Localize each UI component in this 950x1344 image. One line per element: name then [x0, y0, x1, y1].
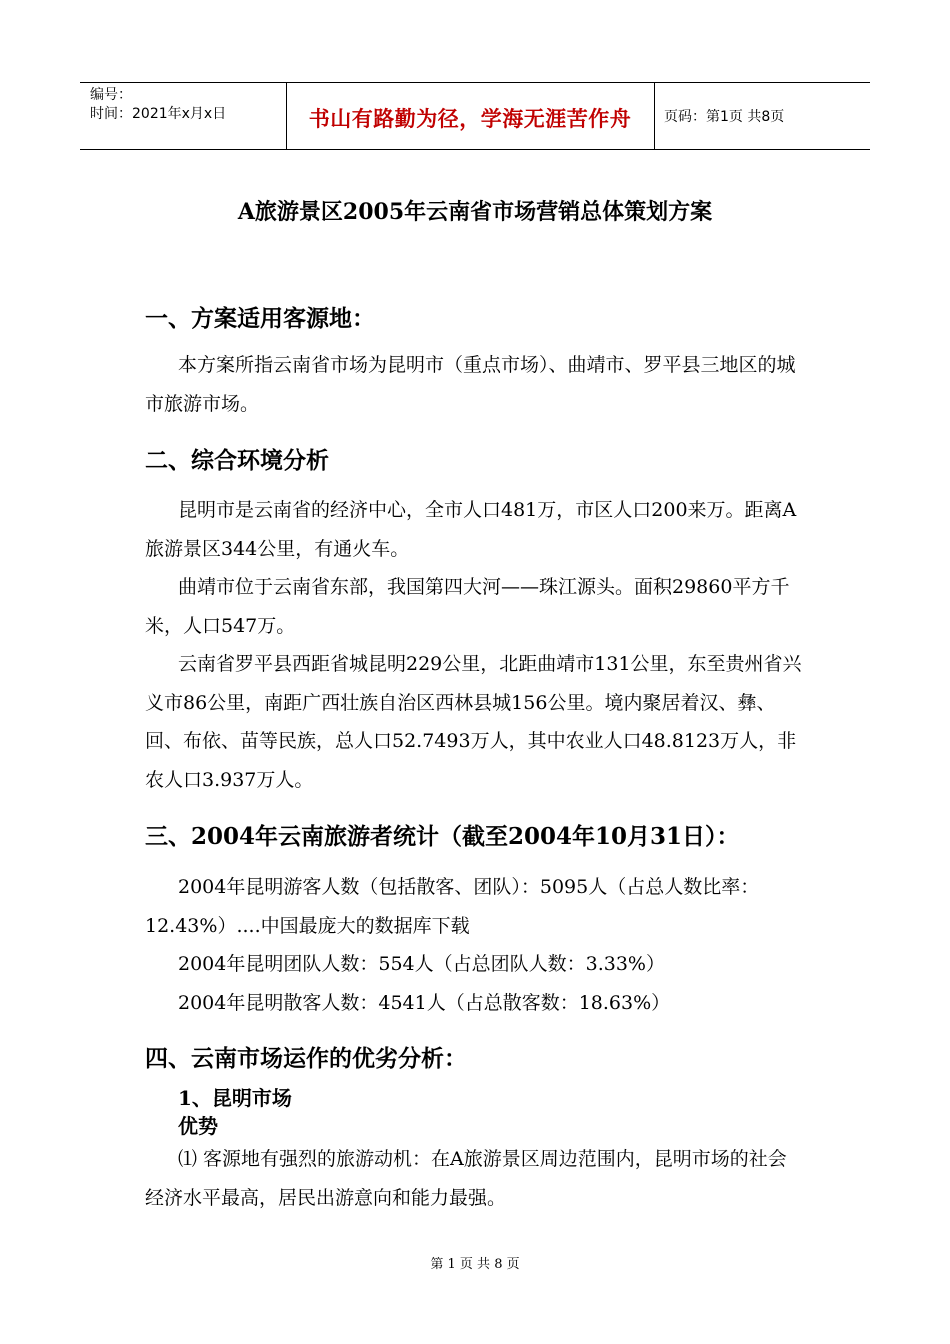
- section-3-paragraph-individuals: 2004年昆明散客人数：4541人（占总散客数：18.63%）: [178, 992, 671, 1014]
- section-1-paragraph: 本方案所指云南省市场为昆明市（重点市场）、曲靖市、罗平县三地区的城市旅游市场。: [145, 354, 796, 415]
- header-page-indicator: 页码：第1页 共8页: [664, 109, 785, 125]
- section-3-paragraph-visitors: 2004年昆明游客人数（包括散客、团队）：5095人（占总人数比率：12.43%）....中国最庞大的数据库下载: [145, 876, 760, 937]
- page-footer: 第 1 页 共 8 页: [430, 1257, 520, 1272]
- section-heading-4: 四、云南市场运作的优劣分析：: [145, 1045, 467, 1072]
- document-time-label: 时间：2021年x月x日: [90, 106, 227, 122]
- section-heading-3: 三、2004年云南旅游者统计（截至2004年10月31日）：: [145, 823, 740, 850]
- section-2-paragraph-luoping: 云南省罗平县西距省城昆明229公里，北距曲靖市131公里，东至贵州省兴义市86公里，南距广西壮族自治区西林县城156公里。境内聚居着汉、彝、回、布依、苗等民族，总人口52.7493万人，其中农业人口48.8123万人，非农人口3.937万人。: [145, 653, 802, 791]
- section-2-paragraph-qujing: 曲靖市位于云南省东部，我国第四大河——珠江源头。面积29860平方千米，人口547万。: [145, 576, 790, 637]
- section-heading-2: 二、综合环境分析: [145, 447, 329, 474]
- header-divider-right: [654, 82, 655, 149]
- header-bottom-rule: [80, 149, 870, 150]
- section-4-paragraph-advantage-1: ⑴ 客源地有强烈的旅游动机：在A旅游景区周边范围内，昆明市场的社会经济水平最高，居民出游意向和能力最强。: [145, 1148, 787, 1209]
- subsection-heading-kunming-market: 1、昆明市场: [178, 1086, 292, 1110]
- subsection-heading-advantages: 优势: [178, 1114, 218, 1138]
- document-title: A旅游景区2005年云南省市场营销总体策划方案: [237, 199, 713, 225]
- header-top-rule: [80, 82, 870, 83]
- section-3-paragraph-groups: 2004年昆明团队人数：554人（占总团队人数：3.33%）: [178, 953, 665, 975]
- header-motto: 书山有路勤为径，学海无涯苦作舟: [308, 106, 632, 131]
- document-number-label: 编号：: [90, 87, 132, 103]
- section-2-paragraph-kunming: 昆明市是云南省的经济中心，全市人口481万，市区人口200来万。距离A旅游景区344公里，有通火车。: [145, 499, 797, 560]
- section-heading-1: 一、方案适用客源地：: [145, 305, 375, 332]
